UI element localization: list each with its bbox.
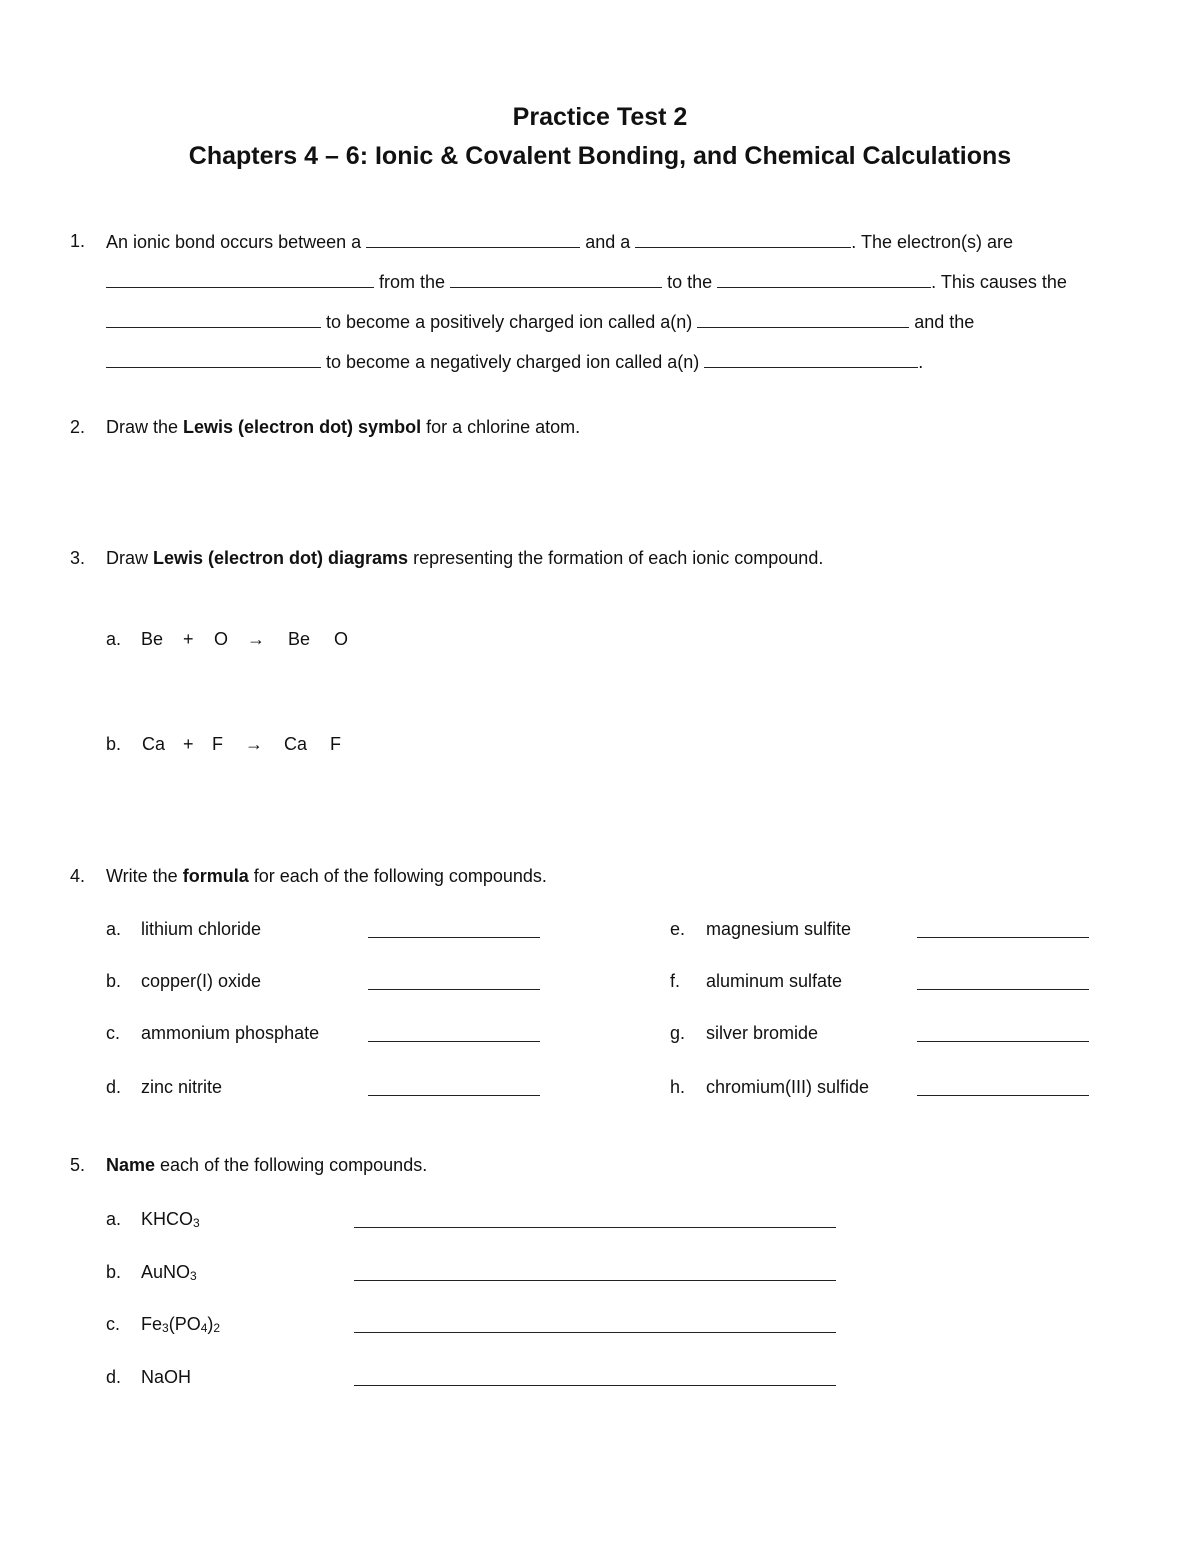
q1-text: . [918, 352, 924, 372]
q1-blank-9[interactable] [704, 350, 918, 368]
q4-item-label: b. [106, 971, 122, 991]
q4-item-label: a. [106, 919, 122, 939]
formula-part: NaOH [141, 1367, 192, 1387]
q1-blank-8[interactable] [106, 350, 321, 368]
formula-subscript: 2 [213, 1321, 221, 1335]
q4-item-text: copper(I) oxide [141, 971, 262, 991]
q1-text: to become a positively charged ion called a(n) [326, 312, 693, 332]
formula-subscript: 3 [193, 1216, 200, 1230]
page-title: Practice Test 2 [512, 103, 688, 131]
q4-item-text: lithium chloride [141, 919, 262, 939]
q2-post: for a chlorine atom. [421, 417, 581, 437]
q5-formula [141, 1313, 220, 1335]
q2-pre: Draw the [106, 417, 184, 437]
question-2-number: 2. [70, 417, 86, 437]
q3-a-reactant-2: O [214, 629, 229, 649]
q3-b-arrow: → [245, 734, 263, 754]
q1-text: An ionic bond occurs between a [106, 232, 362, 252]
q5-post: each of the following compounds. [155, 1155, 428, 1175]
q3-post: representing the formation of each ionic compound. [408, 548, 824, 568]
q4-item-text: ammonium phosphate [141, 1023, 320, 1043]
question-5-text [106, 1154, 427, 1176]
q4-item-text: aluminum sulfate [706, 971, 843, 991]
q5-answer-line[interactable] [354, 1385, 836, 1386]
q4-post: for each of the following compounds. [248, 866, 547, 886]
q3-b-reactant-1: Ca [142, 734, 166, 754]
question-5-number: 5. [70, 1155, 86, 1175]
formula-subscript: 4 [200, 1321, 208, 1335]
formula-subscript: 3 [162, 1321, 169, 1335]
question-3-number: 3. [70, 548, 86, 568]
q3-bold: Lewis (electron dot) diagrams [153, 548, 409, 568]
q4-item-label: f. [670, 971, 681, 991]
q5-answer-line[interactable] [354, 1332, 836, 1333]
q3-b-label: b. [106, 734, 122, 754]
q4-item-label: h. [670, 1077, 686, 1097]
q3-pre: Draw [106, 548, 154, 568]
q5-item-label: d. [106, 1367, 122, 1387]
question-1-line-4 [106, 350, 923, 373]
q1-text: to become a negatively charged ion called a(n) [326, 352, 700, 372]
q4-item-text: silver bromide [706, 1023, 819, 1043]
q4-answer-line[interactable] [917, 1041, 1089, 1042]
q4-answer-line[interactable] [917, 989, 1089, 990]
q3-a-label: a. [106, 629, 122, 649]
q3-a-arrow: → [247, 629, 265, 649]
formula-subscript: 3 [190, 1269, 197, 1283]
q1-blank-5[interactable] [717, 270, 931, 288]
q4-item-label: g. [670, 1023, 686, 1043]
q4-answer-line[interactable] [368, 1095, 540, 1096]
question-2-text [106, 416, 580, 438]
question-4-number: 4. [70, 866, 86, 886]
q4-answer-line[interactable] [368, 937, 540, 938]
q1-text: and the [914, 312, 975, 332]
formula-part: (PO [168, 1314, 201, 1334]
q5-formula [141, 1366, 191, 1388]
question-1-line-1 [106, 230, 1013, 253]
page-subtitle: Chapters 4 – 6: Ionic & Covalent Bonding, and Chemical Calculations [188, 142, 1012, 170]
q5-item-label: c. [106, 1314, 121, 1334]
q5-formula [141, 1208, 200, 1230]
q3-b-plus: + [183, 734, 194, 754]
q4-answer-line[interactable] [368, 989, 540, 990]
q4-item-text: magnesium sulfite [706, 919, 852, 939]
q5-answer-line[interactable] [354, 1280, 836, 1281]
question-1-line-2 [106, 270, 1067, 293]
q4-item-label: e. [670, 919, 686, 939]
q4-item-text: chromium(III) sulfide [706, 1077, 870, 1097]
q4-item-label: d. [106, 1077, 122, 1097]
q3-b-reactant-2: F [212, 734, 223, 754]
q3-a-product-1: Be [288, 629, 311, 649]
formula-part: Fe [141, 1314, 163, 1334]
q4-answer-line[interactable] [368, 1041, 540, 1042]
q5-item-label: a. [106, 1209, 122, 1229]
q5-bold: Name [106, 1155, 156, 1175]
question-1-number: 1. [70, 231, 86, 251]
formula-part: ) [207, 1314, 214, 1334]
q3-b-product-2: F [330, 734, 341, 754]
q4-pre: Write the [106, 866, 183, 886]
q1-blank-4[interactable] [450, 270, 662, 288]
q1-blank-1[interactable] [366, 230, 580, 248]
q5-item-label: b. [106, 1262, 122, 1282]
q1-text: and a [585, 232, 631, 252]
question-1-line-3 [106, 310, 974, 333]
q3-a-plus: + [183, 629, 194, 649]
q4-answer-line[interactable] [917, 937, 1089, 938]
q5-formula [141, 1261, 197, 1283]
q1-text: . The electron(s) are [851, 232, 1014, 252]
question-4-text [106, 865, 547, 887]
q4-item-text: zinc nitrite [141, 1077, 223, 1097]
q1-text: to the [667, 272, 713, 292]
q3-b-product-1: Ca [284, 734, 308, 754]
formula-part: KHCO [141, 1209, 194, 1229]
q5-answer-line[interactable] [354, 1227, 836, 1228]
q4-answer-line[interactable] [917, 1095, 1089, 1096]
q3-a-product-2: O [334, 629, 349, 649]
q4-item-label: c. [106, 1023, 121, 1043]
q4-bold: formula [182, 866, 249, 886]
q1-text: from the [379, 272, 446, 292]
q1-blank-7[interactable] [697, 310, 909, 328]
q2-bold: Lewis (electron dot) symbol [183, 417, 422, 437]
q1-blank-3[interactable] [106, 270, 374, 288]
q1-blank-2[interactable] [635, 230, 851, 248]
question-3-text [106, 547, 823, 569]
formula-part: AuNO [141, 1262, 191, 1282]
q1-text: . This causes the [931, 272, 1067, 292]
q3-a-reactant-1: Be [141, 629, 164, 649]
q1-blank-6[interactable] [106, 310, 321, 328]
